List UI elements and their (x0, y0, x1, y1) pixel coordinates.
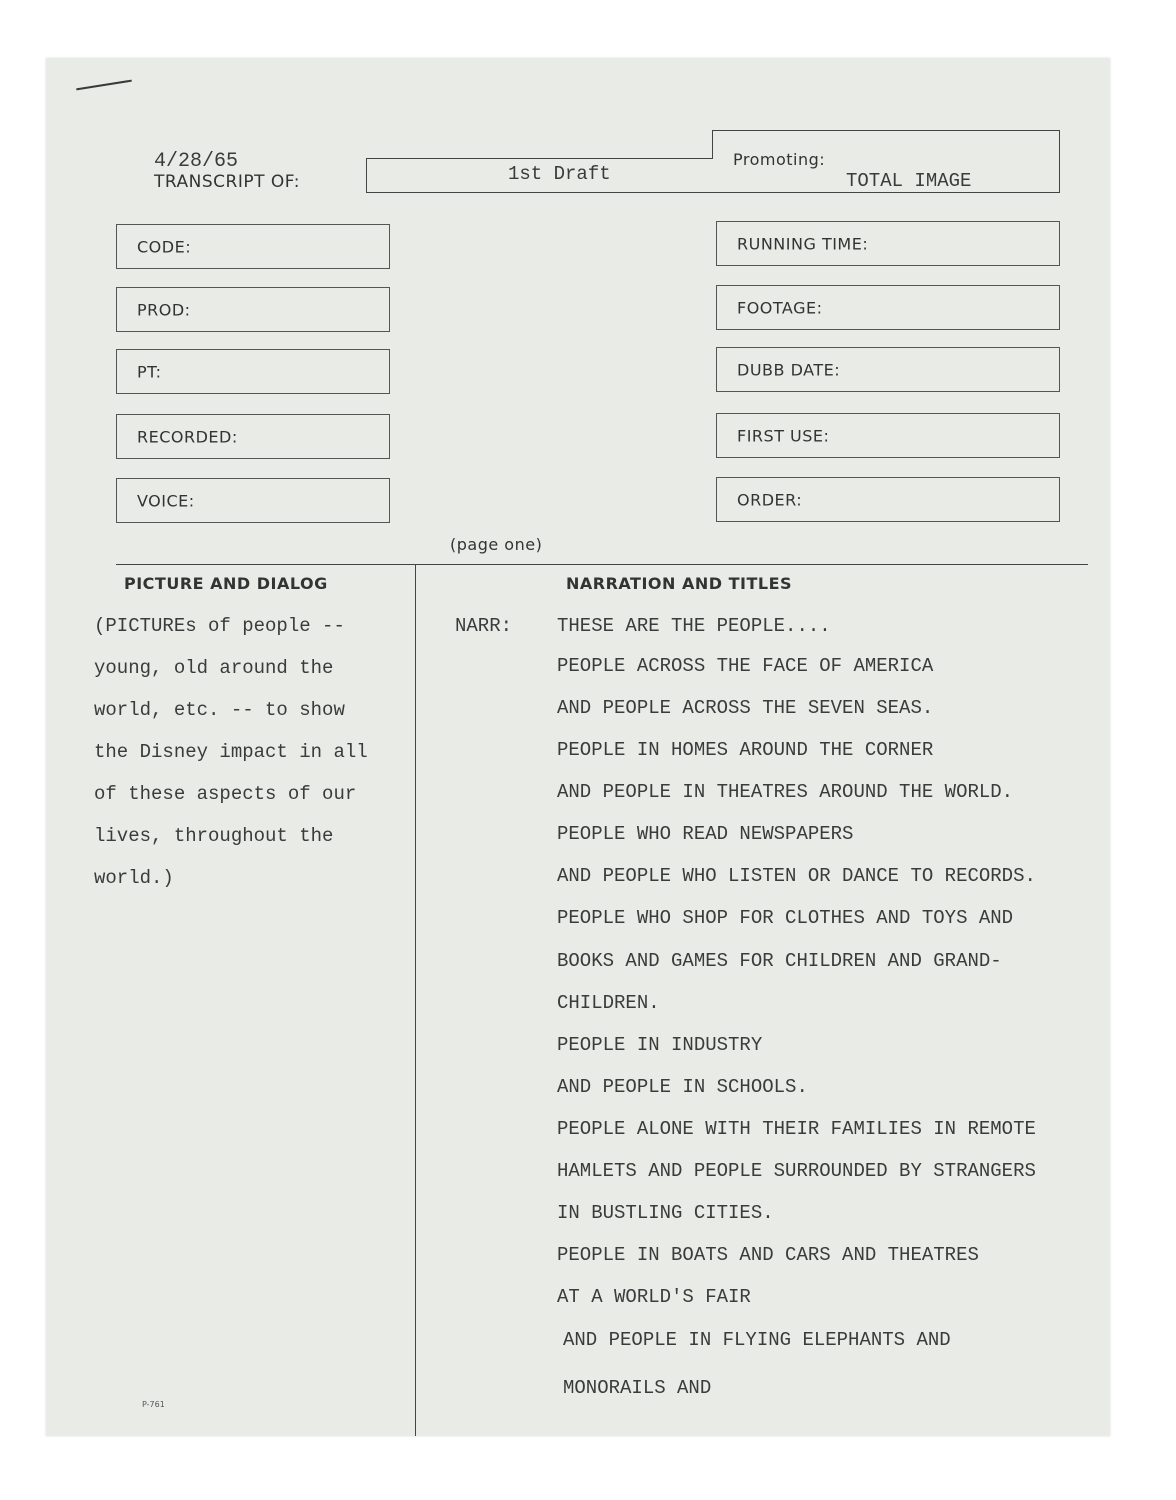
narration-line: BOOKS AND GAMES FOR CHILDREN AND GRAND- (557, 950, 1002, 972)
narration-titles-header: NARRATION AND TITLES (566, 574, 793, 593)
narration-line: PEOPLE IN BOATS AND CARS AND THEATRES (557, 1244, 979, 1266)
picture-line: (PICTUREs of people -- (94, 615, 345, 637)
narration-line: AND PEOPLE WHO LISTEN OR DANCE TO RECORDS. (557, 865, 1036, 887)
promoting-box-right (1059, 130, 1060, 193)
picture-dialog-header: PICTURE AND DIALOG (124, 574, 328, 593)
picture-line: of these aspects of our (94, 783, 357, 805)
picture-line: the Disney impact in all (94, 741, 368, 763)
promoting-label: Promoting: (733, 150, 826, 169)
form-number: P-761 (142, 1400, 165, 1409)
narration-line: PEOPLE IN HOMES AROUND THE CORNER (557, 739, 934, 761)
narration-line: AND PEOPLE ACROSS THE SEVEN SEAS. (557, 697, 934, 719)
footage-field (716, 285, 1060, 330)
narration-line: AND PEOPLE IN SCHOOLS. (557, 1076, 808, 1098)
page-label: (page one) (450, 535, 543, 554)
narration-line: AT A WORLD'S FAIR (557, 1286, 751, 1308)
transcript-box-bottom (366, 192, 1060, 193)
voice-field (116, 478, 390, 523)
promoting-value: TOTAL IMAGE (846, 170, 972, 192)
column-divider (415, 564, 416, 1436)
picture-line: world.) (94, 867, 174, 889)
recorded-label: RECORDED: (137, 427, 238, 446)
promoting-box-left (712, 130, 713, 159)
picture-line: world, etc. -- to show (94, 699, 345, 721)
transcript-value: 1st Draft (508, 163, 611, 185)
code-label: CODE: (137, 237, 192, 256)
narration-line: PEOPLE WHO SHOP FOR CLOTHES AND TOYS AND (557, 907, 1014, 929)
dubb-date-label: DUBB DATE: (737, 360, 841, 379)
dubb-date-field (716, 347, 1060, 392)
column-header-rule (116, 564, 1088, 565)
running-time-field (716, 221, 1060, 266)
order-field (716, 477, 1060, 522)
narration-line: PEOPLE WHO READ NEWSPAPERS (557, 823, 854, 845)
transcript-date: 4/28/65 (154, 150, 239, 173)
pt-label: PT: (137, 362, 162, 381)
narration-line: PEOPLE ALONE WITH THEIR FAMILIES IN REMOTE (557, 1118, 1036, 1140)
picture-line: young, old around the (94, 657, 334, 679)
transcript-box-top (366, 158, 712, 159)
narration-line: PEOPLE IN INDUSTRY (557, 1034, 763, 1056)
narr-label: NARR: (455, 615, 513, 637)
prod-label: PROD: (137, 300, 191, 319)
transcript-label: TRANSCRIPT OF: (154, 172, 300, 192)
narration-line: THESE ARE THE PEOPLE.... (557, 615, 831, 637)
code-field (116, 224, 390, 269)
first-use-label: FIRST USE: (737, 426, 830, 445)
first-use-field (716, 413, 1060, 458)
picture-line: lives, throughout the (94, 825, 334, 847)
voice-label: VOICE: (137, 491, 195, 510)
order-label: ORDER: (737, 490, 803, 509)
promoting-box-top (712, 130, 1060, 131)
running-time-label: RUNNING TIME: (737, 234, 869, 253)
recorded-field (116, 414, 390, 459)
narration-line: CHILDREN. (557, 992, 660, 1014)
narration-line: PEOPLE ACROSS THE FACE OF AMERICA (557, 655, 934, 677)
transcript-box-left (366, 158, 367, 193)
narration-line: MONORAILS AND (563, 1377, 712, 1399)
narration-line: AND PEOPLE IN THEATRES AROUND THE WORLD. (557, 781, 1014, 803)
narration-line: IN BUSTLING CITIES. (557, 1202, 774, 1224)
narration-line: AND PEOPLE IN FLYING ELEPHANTS AND (563, 1329, 951, 1351)
prod-field (116, 287, 390, 332)
narration-line: HAMLETS AND PEOPLE SURROUNDED BY STRANGERS (557, 1160, 1036, 1182)
footage-label: FOOTAGE: (737, 298, 823, 317)
pt-field (116, 349, 390, 394)
